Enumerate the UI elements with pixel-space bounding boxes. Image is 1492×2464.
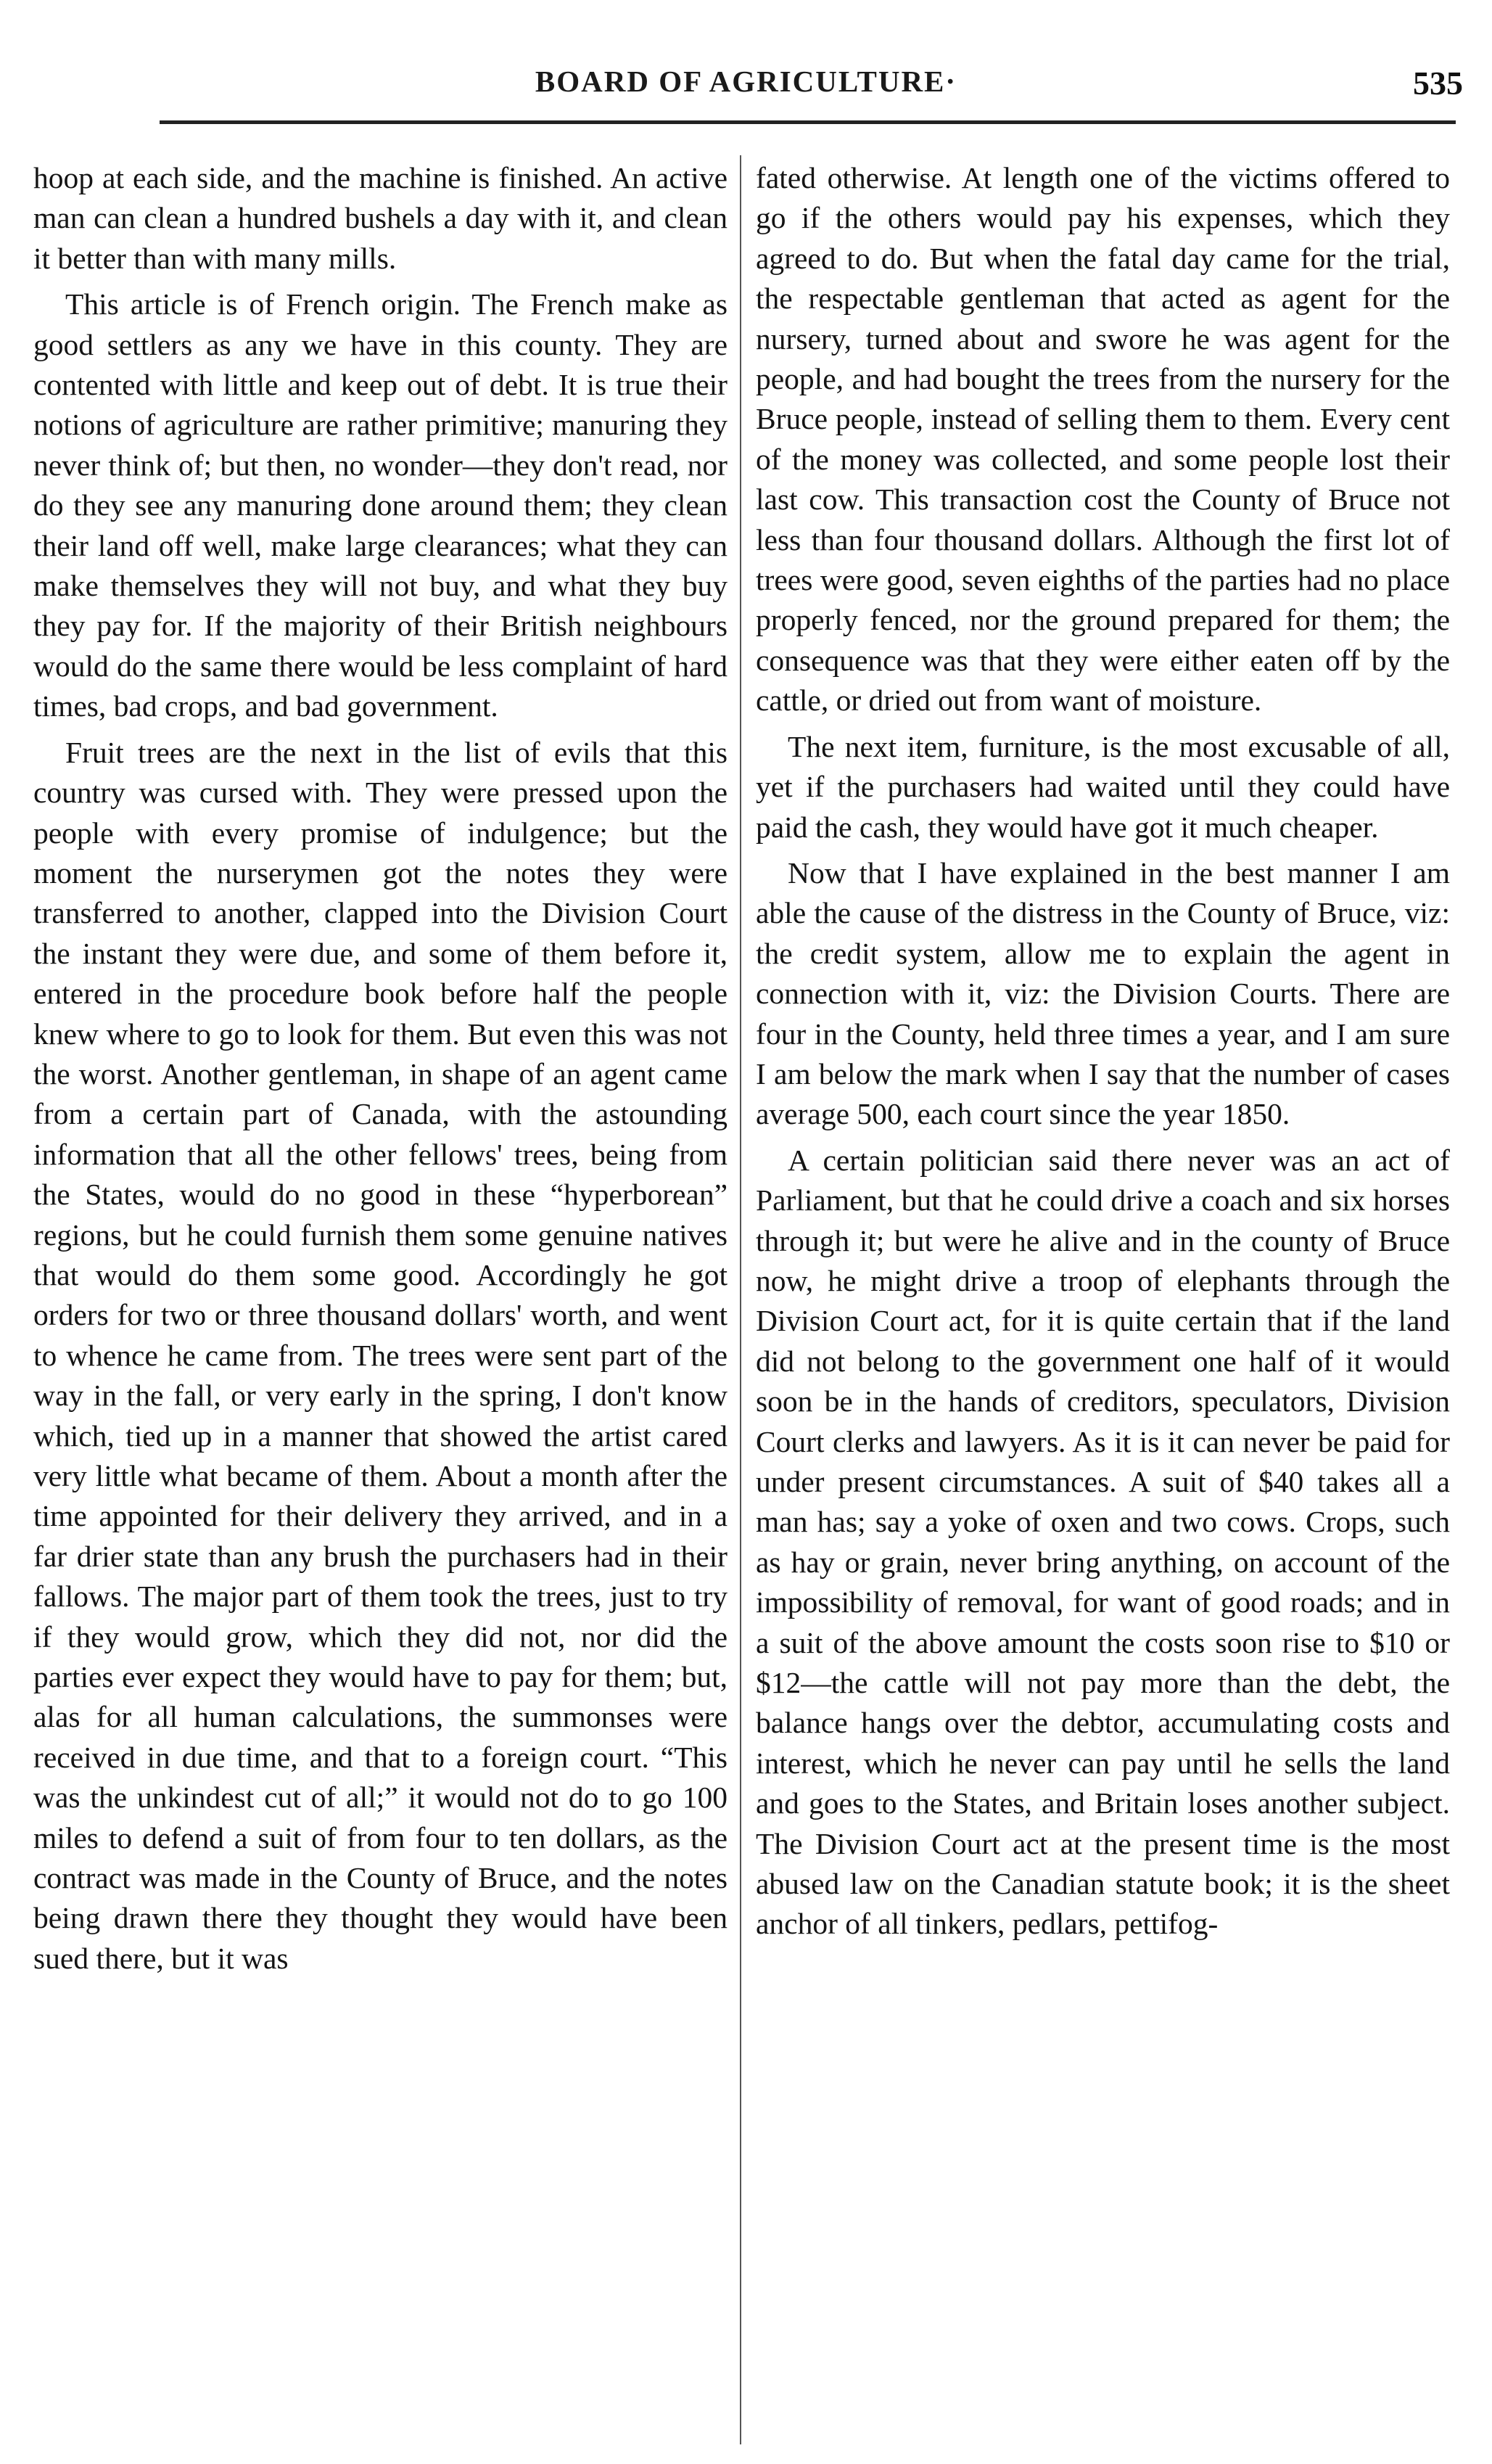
left-paragraph-2: This article is of French origin. The French make as good settlers as any we have in this county. They are contented with little and keep out of debt. It is true their notions of agriculture are rather primitive; manuring they never think of; but then, no wonder—they don't read, nor do they see any manuring done around them; they clean their land off well, make large clearances; what they can make themselves they will not buy, and what they buy they pay for. If the majority of their British neighbours would do the same there would be less complaint of hard times, bad crops, and bad government. [33, 287, 728, 723]
right-paragraph-4: A certain politician said there never was an act of Parliament, but that he could drive a coach and six horses through it; but were he alive and in the county of Bruce now, he might drive a troop of elephants through the Division Court act, for it is quite certain that if the land did not belong to the government one half of it would soon be in the hands of creditors, speculators, Division Court clerks and lawyers. As it is it can never be paid for under present circumstances. A suit of $40 takes all a man has; say a yoke of oxen and two cows. Crops, such as hay or grain, never bring anything, on account of the impossibility of removal, for want of good roads; and in a suit of the above amount the costs soon rise to $10 or $12—the cattle will not pay more than the debt, the balance hangs over the debtor, accumulating costs and interest, which he never can pay until he sells the land and goes to the States, and Britain loses another subject. The Division Court act at the present time is the most abused law on the Canadian statute book; it is the sheet anchor of all tinkers, pedlars, pettifog- [756, 1143, 1450, 1941]
running-title: BOARD OF AGRICULTURE· [535, 65, 957, 98]
right-paragraph-1: fated otherwise. At length one of the victims offered to go if the others would pay his expenses, which they agreed to do. But when the fatal day came for the trial, the respectable gentleman that acted as agent for the nursery, turned about and swore he was agent for the people, and had bought the trees from the nursery for the Bruce people, instead of selling them to them. Every cent of the money was collected, and some people lost their last cow. This transaction cost the County of Bruce not less than four thousand dollars. Although the first lot of trees were good, seven eighths of the parties had no place properly fenced, nor the ground prepared for them; the consequence was that they were either eaten off by the cattle, or dried out from want of moisture. [756, 161, 1450, 718]
page-number: 535 [1413, 65, 1463, 102]
running-head [29, 51, 1463, 131]
column-divider [740, 155, 741, 2444]
left-column [33, 158, 728, 1984]
right-column [756, 158, 1450, 1950]
left-paragraph-3: Fruit trees are the next in the list of evils that this country was cursed with. They were pressed upon the people with every promise of indulgence; but the moment the nurserymen got the notes they were transferred to another, clapped into the Division Court the instant they were due, and some of them before it, entered in the procedure book before half the people knew where to go to look for them. But even this was not the worst. Another gentleman, in shape of an agent came from a certain part of Canada, with the astounding information that all the other fellows' trees, being from the States, would do no good in these “hyperborean” regions, but he could furnish them some genuine natives that would do them some good. Accordingly he got orders for two or three thousand dollars' worth, and went to whence he came from. The trees were sent part of the way in the fall, or very early in the spring, I don't know which, tied up in a manner that showed the artist cared very little what became of them. About a month after the time appointed for their delivery they arrived, and in a far drier state than any brush the purchasers had in their fallows. The major part of them took the trees, just to try if they would grow, which they did not, nor did the parties ever expect they would have to pay for them; but, alas for all human calculations, the summonses were received in due time, and that to a foreign court. “This was the unkindest cut of all;” it would not do to go 100 miles to defend a suit of from four to ten dollars, as the contract was made in the County of Bruce, and the notes being drawn there they thought they would have been sued there, but it was [33, 735, 728, 1975]
header-rule [160, 120, 1456, 124]
right-paragraph-3: Now that I have explained in the best manner I am able the cause of the distress in the County of Bruce, viz: the credit system, allow me to explain the agent in connection with it, viz: the Division Courts. There are four in the County, held three times a year, and I am sure I am below the mark when I say that the number of cases average 500, each court since the year 1850. [756, 855, 1450, 1131]
right-paragraph-2: The next item, furniture, is the most excusable of all, yet if the purchasers had waited until they could have paid the cash, they would have got it much cheaper. [756, 729, 1450, 844]
left-paragraph-1: hoop at each side, and the machine is finished. An active man can clean a hundred bushels a day with it, and clean it better than with many mills. [33, 161, 728, 275]
